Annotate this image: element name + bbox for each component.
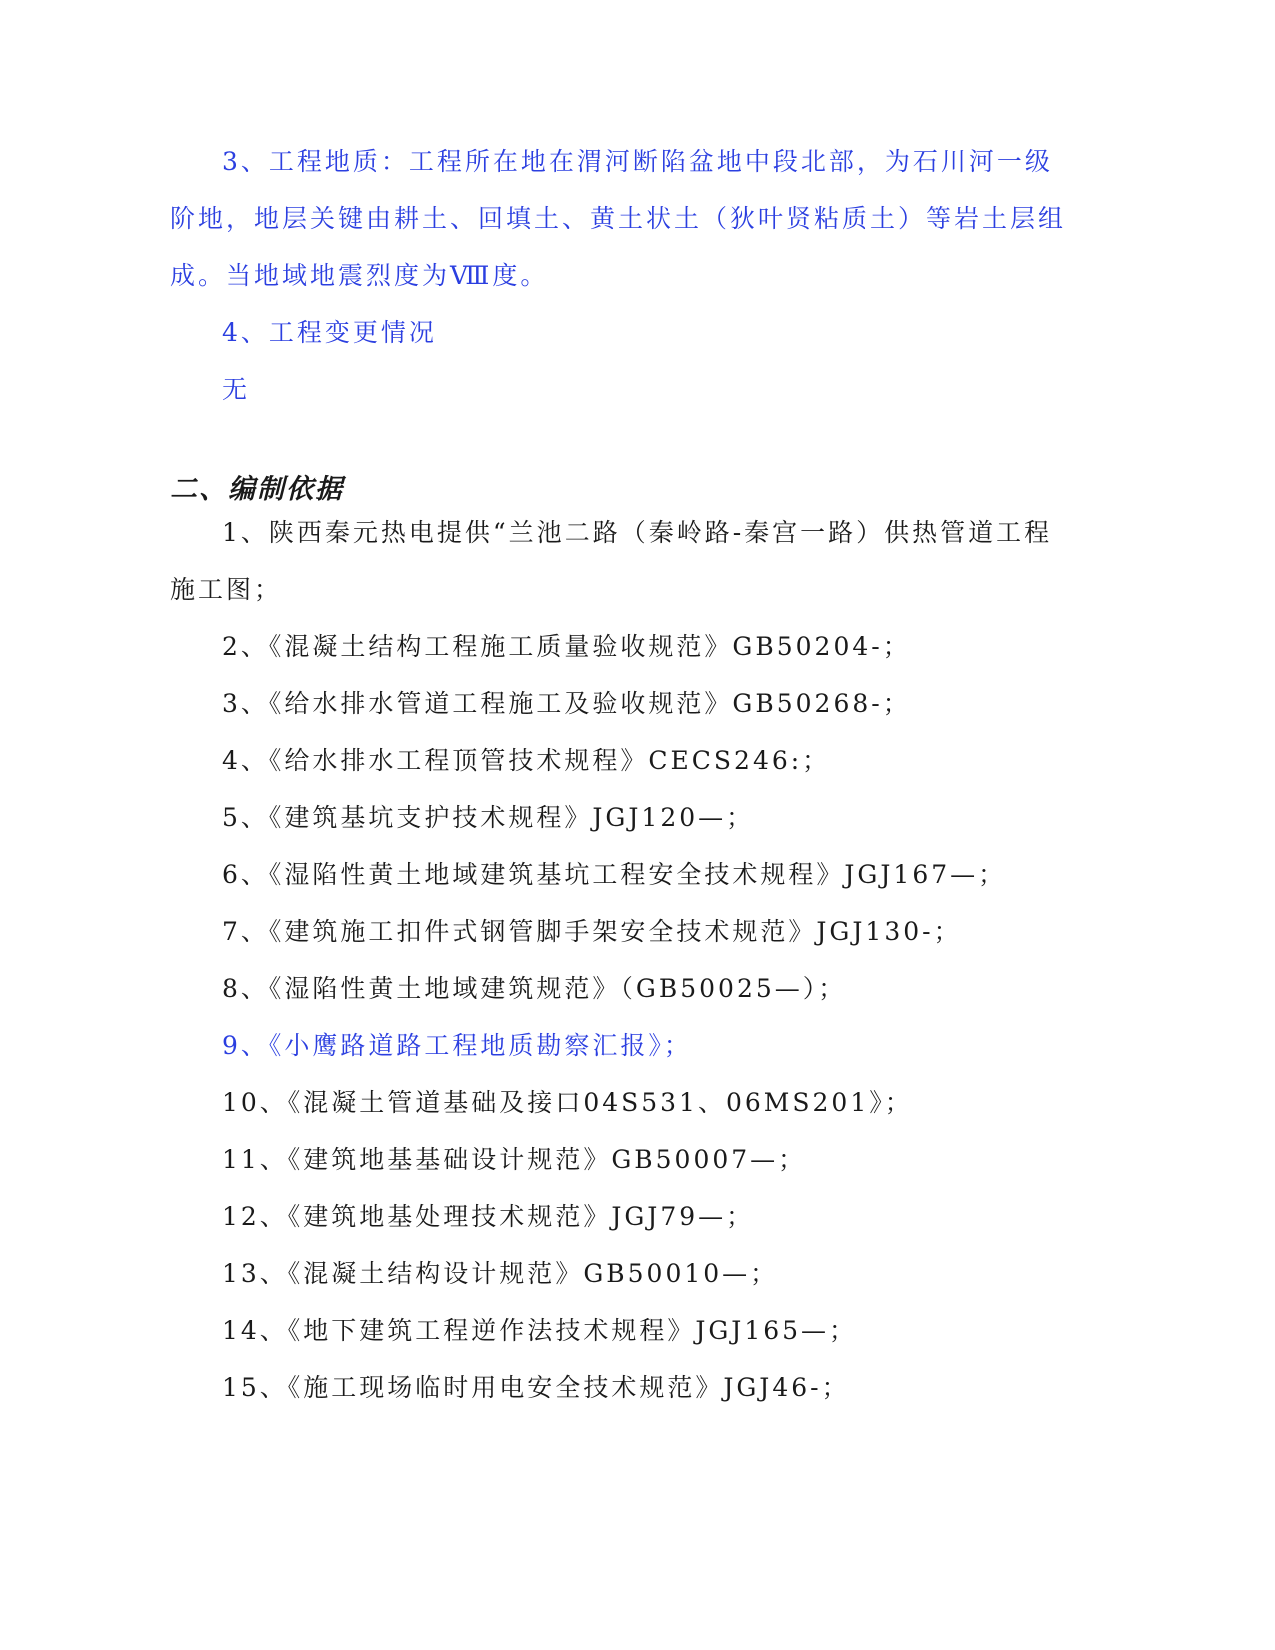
section-heading: 二、编制依据 xyxy=(170,474,344,505)
geology-line-2: 阶地，地层关键由耕土、回填土、黄土状土（狄叶贤粘质土）等岩土层组 xyxy=(170,204,1067,233)
basis-item-7: 7、《建筑施工扣件式钢管脚手架安全技术规范》JGJ130-； xyxy=(222,917,962,946)
changes-title: 4、工程变更情况 xyxy=(222,318,437,347)
geology-line-3: 成。当地域地震烈度为Ⅷ度。 xyxy=(170,261,549,290)
basis-item-5: 5、《建筑基坑支护技术规程》JGJ120—； xyxy=(222,803,755,832)
basis-item-1-line-2: 施工图； xyxy=(170,575,283,604)
changes-value: 无 xyxy=(222,375,251,404)
basis-item-1-line-1: 1、陕西秦元热电提供“兰池二路（秦岭路-秦宫一路）供热管道工程 xyxy=(222,518,1053,547)
basis-item-9: 9、《小鹰路道路工程地质勘察汇报》； xyxy=(222,1031,692,1060)
basis-item-8: 8、《湿陷性黄土地域建筑规范》（GB50025—）； xyxy=(222,974,847,1003)
basis-item-12: 12、《建筑地基处理技术规范》JGJ79—； xyxy=(222,1202,755,1231)
basis-item-2: 2、《混凝土结构工程施工质量验收规范》GB50204-； xyxy=(222,632,911,661)
basis-item-6: 6、《湿陷性黄土地域建筑基坑工程安全技术规程》JGJ167—； xyxy=(222,860,1007,889)
basis-item-13: 13、《混凝土结构设计规范》GB50010—； xyxy=(222,1259,779,1288)
basis-item-15: 15、《施工现场临时用电安全技术规范》JGJ46-； xyxy=(222,1373,850,1402)
basis-item-11: 11、《建筑地基基础设计规范》GB50007—； xyxy=(222,1145,807,1174)
basis-item-4: 4、《给水排水工程顶管技术规程》CECS246:； xyxy=(222,746,831,775)
basis-item-3: 3、《给水排水管道工程施工及验收规范》GB50268-； xyxy=(222,689,911,718)
basis-item-10: 10、《混凝土管道基础及接口04S531、06MS201》； xyxy=(222,1088,913,1117)
basis-item-14: 14、《地下建筑工程逆作法技术规程》JGJ165—； xyxy=(222,1316,858,1345)
geology-line-1: 3、工程地质：工程所在地在渭河断陷盆地中段北部，为石川河一级 xyxy=(222,147,1053,176)
